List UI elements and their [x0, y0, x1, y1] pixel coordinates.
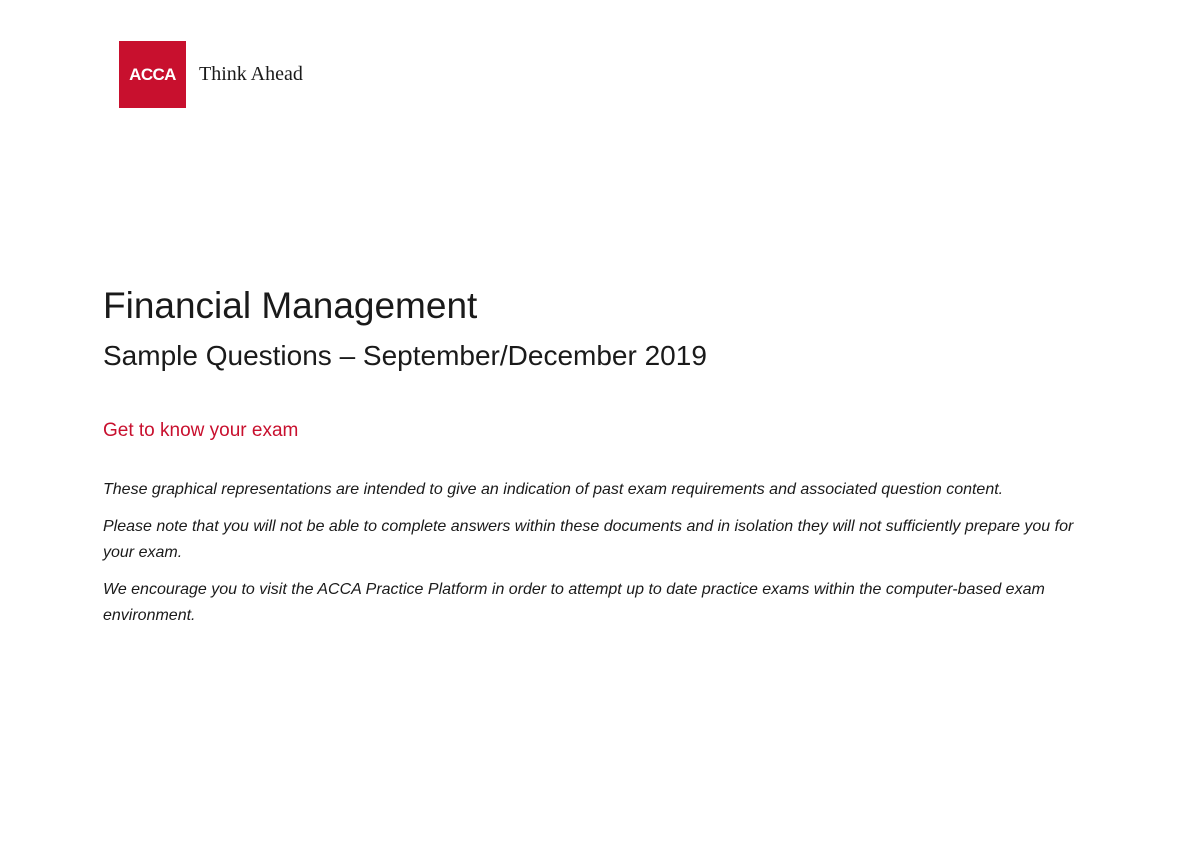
document-subtitle: Sample Questions – September/December 2019 [103, 340, 707, 371]
intro-paragraph: We encourage you to visit the ACCA Practice Platform in order to attempt up to date practice exams within the computer-based exam environment. [103, 581, 1045, 624]
section-heading: Get to know your exam [103, 420, 299, 441]
brand-tagline: Think Ahead [199, 63, 303, 85]
acca-logo-mark [119, 41, 186, 108]
intro-paragraph: These graphical representations are intended to give an indication of past exam requirements and associated question content. [103, 481, 1004, 498]
acca-logo [119, 41, 303, 108]
intro-text [103, 477, 1103, 640]
intro-paragraph: Please note that you will not be able to complete answers within these documents and in isolation they will not sufficiently prepare you for your exam. [103, 518, 1074, 561]
acca-logo-text: ACCA [129, 64, 176, 84]
document-title: Financial Management [103, 285, 478, 326]
